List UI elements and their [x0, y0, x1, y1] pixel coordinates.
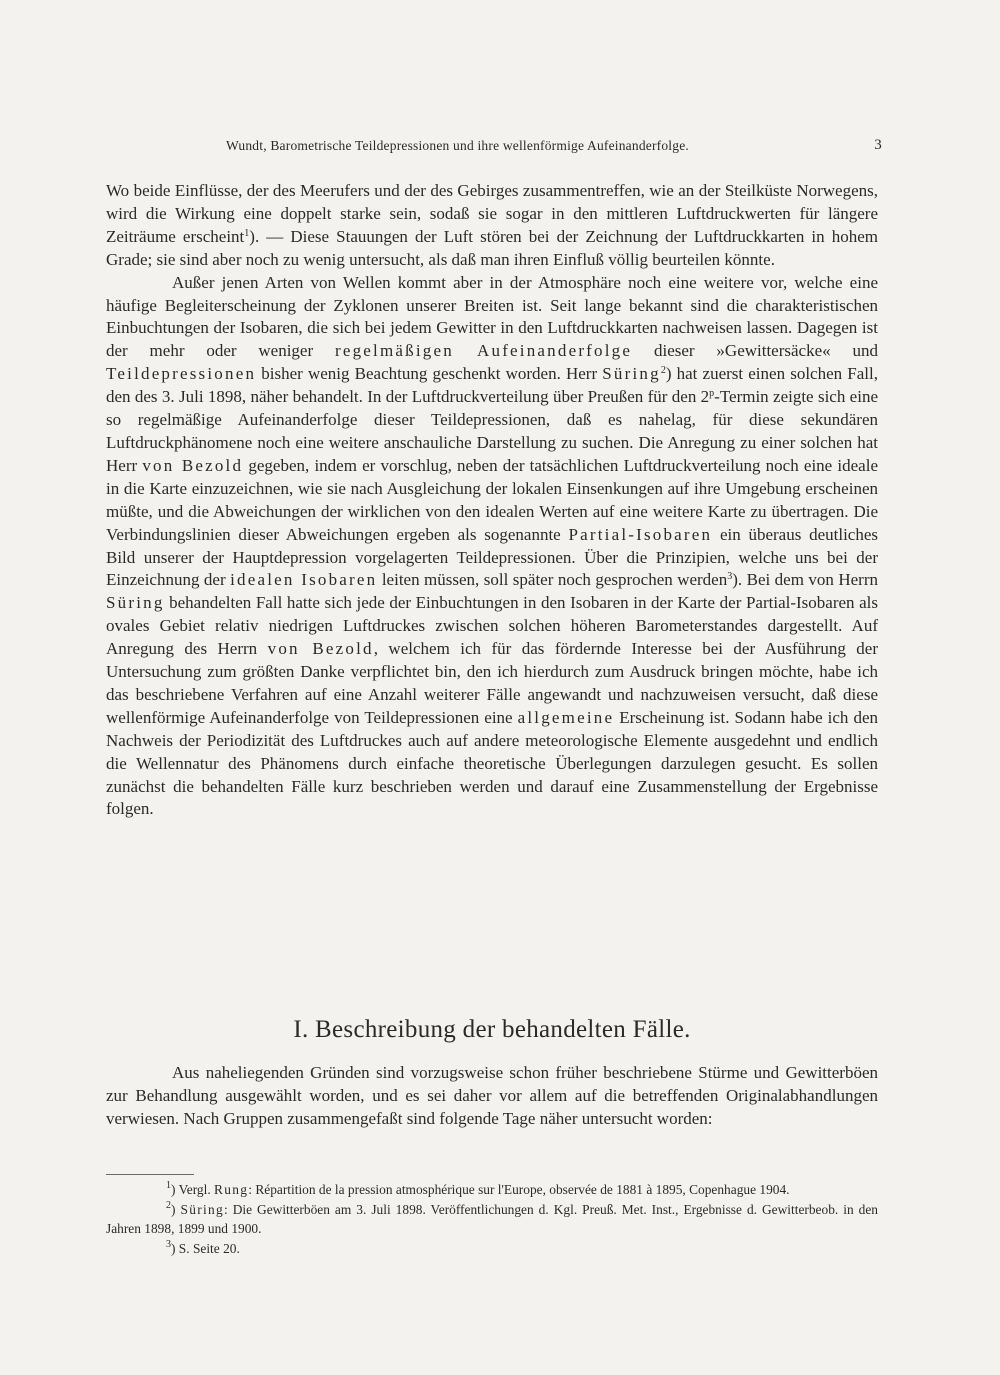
author-name-von-bezold: von Bezold: [142, 455, 244, 475]
spaced-emphasis: regelmäßigen Aufeinanderfolge: [335, 341, 633, 361]
paragraph-2-text: bisher wenig Beachtung geschenkt worden. Herr: [256, 364, 603, 384]
section-body: [106, 1061, 878, 1131]
paragraph-2-text: ein überaus deutliches Bild unserer der Hauptdepression vorgelagerten Teildepressionen. Über die Prinzipien, welche uns bei der Einzeichnung der: [106, 524, 879, 590]
paragraph-1-text: Wo beide Einflüsse, der des Meerufers und der des Gebirges zusammentreffen, wie an der Steilküste Norwegens, wird die Wirkung eine doppelt starke sein, sodaß sie sogar in den mittleren Luftdruckwerten für längere Zeiträume erscheint: [106, 181, 878, 246]
paragraph-2-text: leiten müssen, soll später noch gesprochen werden: [377, 570, 728, 590]
footnote-ref-2: 2: [660, 365, 666, 377]
footnote-ref-1: 1: [244, 227, 250, 239]
paragraph-2-text: dieser »Gewittersäcke« und: [632, 341, 878, 361]
footnote-mark: 1: [166, 1180, 171, 1191]
section-paragraph: Aus naheliegenden Gründen sind vorzugsweise schon früher beschriebene Stürme und Gewitterböen zur Behandlung ausgewählt worden, und es sei daher vor allem auf die betreffenden Originalabhandlungen verwiesen. Nach Gruppen zusammengefaßt sind folgende Tage näher untersucht worden:: [106, 1063, 878, 1129]
paragraph-2: [106, 272, 878, 822]
footnote-ref-3: 3: [727, 571, 733, 583]
page-number: 3: [874, 137, 882, 153]
footnotes: [106, 1180, 878, 1258]
paragraph-1-text-cont: ). — Diese Stauungen der Luft stören bei der Zeichnung der Luftdruckkarten in hohem Grade; sie sind aber noch zu wenig untersucht, als daß man ihren Einfluß völlig beurteilen könnte.: [106, 226, 878, 269]
footnote-text: ) Vergl.: [171, 1182, 215, 1197]
author-name-von-bezold: von Bezold: [267, 639, 374, 659]
paragraph-2-text: Außer jenen Arten von Wellen kommt aber in der Atmosphäre noch eine weitere vor, welche eine häufige Begleiterscheinung der Zyklonen unserer Breiten ist. Seit lange bekannt sind die charakteristischen Einbuchtungen der Isobaren, die sich bei jedem Gewitter in den Luftdruckkarten nachweisen lassen. Dagegen ist der mehr oder weniger: [106, 272, 878, 361]
paragraph-2-text: behandelten Fall hatte sich jede der Einbuchtungen in den Isobaren in der Karte der Partial-Isobaren als ovales Gebiet relativ niedrigen Luftdruckes zwischen solchen höheren Barometerstandes dargestellt. Auf Anregung des Herrn: [106, 593, 878, 659]
footnote-3: [106, 1239, 878, 1259]
spaced-emphasis: Teildepressionen: [106, 364, 257, 384]
spaced-emphasis: idealen Isobaren: [230, 570, 378, 590]
paragraph-2-text: gegeben, indem er vorschlug, neben der tatsächlichen Luftdruckverteilung noch eine ideale in die Karte einzuzeichnen, wie sie nach Ausgleichung der lokalen Einsenkungen auf ihre Umgebung erscheinen müßte, und die Abweichungen der wirklichen von den idealen Werten auf eine weitere Karte zu übertragen. Die Verbindungslinien dieser Abweichungen ergeben als sogenannte: [106, 455, 878, 544]
author-name-suring: Süring: [602, 364, 661, 384]
superscript-p: p: [709, 388, 715, 400]
footnote-mark: 2: [166, 1199, 171, 1211]
footnote-mark: 3: [166, 1238, 171, 1250]
spaced-emphasis: allgemeine: [517, 707, 615, 727]
spaced-emphasis: Partial-Isobaren: [568, 524, 713, 544]
paragraph-2-text: ) hat zuerst einen solchen Fall, den des 3. Juli 1898, näher behandelt. In der Luftdruckverteilung über Preußen für den 2: [106, 364, 878, 407]
running-header: [106, 137, 882, 160]
footnote-author: Süring: [180, 1201, 224, 1217]
author-name-suring: Süring: [106, 593, 165, 613]
footnote-2: [106, 1200, 878, 1239]
paragraph-1: [106, 180, 878, 272]
paragraph-2-text: ). Bei dem von Herrn: [732, 570, 878, 590]
body-text: [106, 180, 878, 821]
footnote-text: : Répartition de la pression atmosphérique sur l'Europe, observée de 1881 à 1895, Copenhague 1904.: [248, 1182, 790, 1197]
footnote-divider: [106, 1174, 194, 1175]
footnote-text: ) S. Seite 20.: [171, 1240, 240, 1256]
paragraph-2-text: Erscheinung ist. Sodann habe ich den Nachweis der Periodizität des Luftdruckes auch auf andere meteorologische Elemente ausgedehnt und endlich die Wellennatur des Phänomens durch einfache theoretische Überlegungen darzulegen gesucht. Es sollen zunächst die behandelten Fälle kurz beschrieben werden und darauf eine Zusammenstellung der Ergebnisse folgen.: [106, 707, 878, 819]
footnote-text: ): [171, 1201, 181, 1217]
footnote-author: Rung: [214, 1182, 249, 1197]
footnote-text: : Die Gewitterböen am 3. Juli 1898. Veröffentlichungen d. Kgl. Preuß. Met. Inst., Ergebnisse d. Gewitterbeob. in den Jahren 1898, 1899 und 1900.: [106, 1201, 878, 1236]
section-heading: I. Beschreibung der behandelten Fälle.: [293, 1016, 691, 1043]
paragraph-2-text: , welchem ich für das fördernde Interesse bei der Ausführung der Untersuchung zum größten Danke verpflichtet bin, den ich hierdurch zum Ausdruck bringen möchte, habe ich das beschriebene Verfahren auf eine Anzahl weiterer Fälle angewandt und nachzuweisen versucht, daß diese wellenförmige Aufeinanderfolge von Teildepressionen eine: [106, 639, 878, 727]
paragraph-2-text: -Termin zeigte sich eine so regelmäßige Aufeinanderfolge dieser Teildepressionen, daß es nahelag, für diese sekundären Luftdruckphänomene noch eine weitere anschauliche Darstellung zu suchen. Die Anregung zu einer solchen hat Herr: [106, 387, 878, 475]
footnote-1: [106, 1180, 878, 1200]
running-title: Wundt, Barometrische Teildepressionen und ihre wellenförmige Aufeinanderfolge.: [226, 138, 689, 153]
